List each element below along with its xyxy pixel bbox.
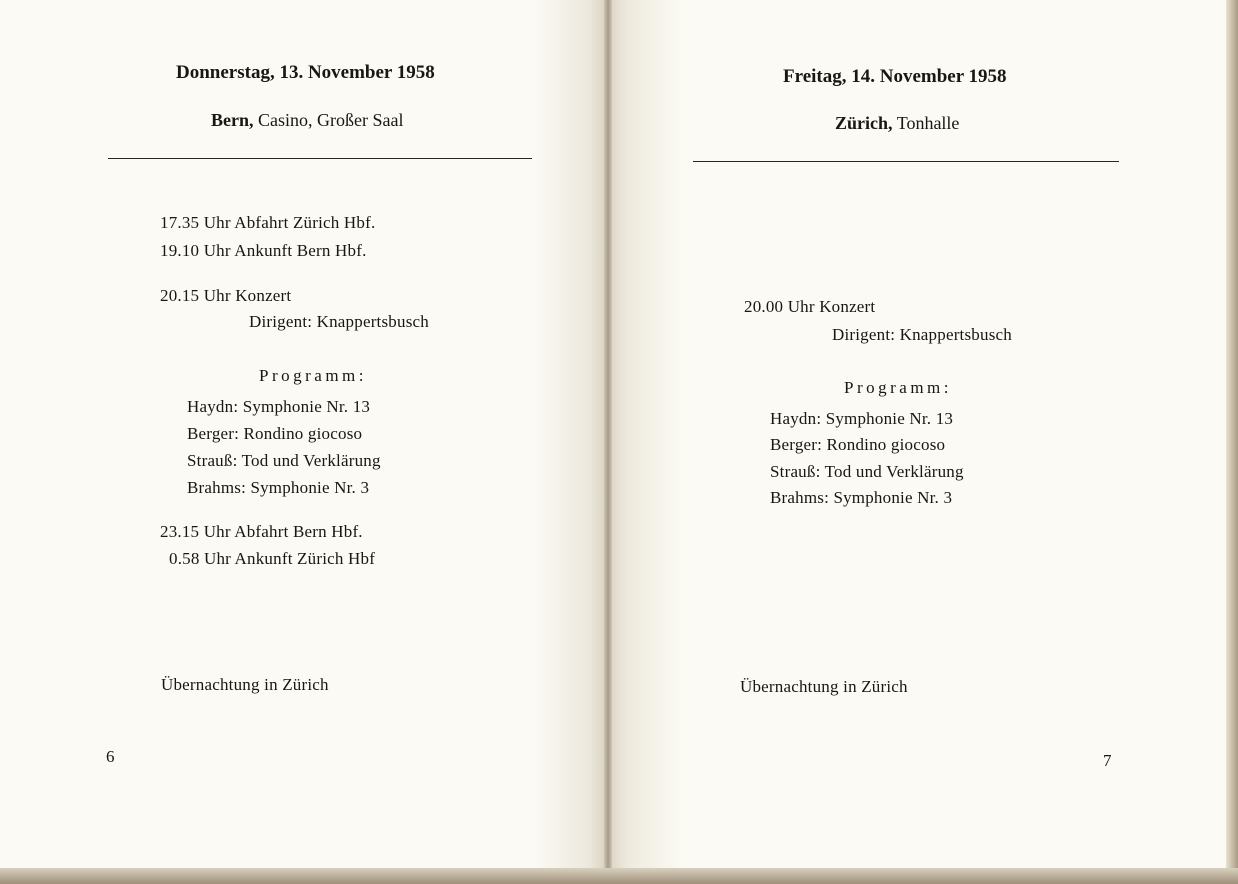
left-program-item-2: Berger: Rondino giocoso bbox=[187, 424, 363, 443]
left-page-number: 6 bbox=[106, 747, 115, 766]
left-return-1: 23.15 Uhr Abfahrt Bern Hbf. bbox=[160, 522, 363, 541]
left-date-heading: Donnerstag, 13. November 1958 bbox=[176, 62, 435, 83]
left-program-item-3: Strauß: Tod und Verklärung bbox=[187, 451, 381, 470]
right-program-title: Programm: bbox=[844, 378, 952, 397]
left-venue: Casino, Großer Saal bbox=[258, 110, 404, 130]
left-return-2: 0.58 Uhr Ankunft Zürich Hbf bbox=[169, 549, 376, 568]
left-program-title: Programm: bbox=[259, 366, 367, 385]
right-program-item-3: Strauß: Tod und Verklärung bbox=[770, 462, 964, 481]
right-program-item-1: Haydn: Symphonie Nr. 13 bbox=[770, 409, 954, 428]
right-venue-line bbox=[835, 113, 959, 134]
right-city: Zürich, bbox=[835, 113, 893, 133]
right-date-heading: Freitag, 14. November 1958 bbox=[783, 66, 1007, 87]
left-divider bbox=[108, 158, 532, 159]
left-page bbox=[0, 0, 607, 870]
right-conductor: Dirigent: Knappertsbusch bbox=[832, 325, 1012, 344]
book-gutter bbox=[604, 0, 612, 884]
right-schedule-1: 20.00 Uhr Konzert bbox=[744, 297, 876, 316]
left-city: Bern, bbox=[211, 110, 254, 130]
right-program-item-2: Berger: Rondino giocoso bbox=[770, 435, 946, 454]
right-page bbox=[609, 0, 1226, 870]
right-program-item-4: Brahms: Symphonie Nr. 3 bbox=[770, 488, 953, 507]
left-conductor: Dirigent: Knappertsbusch bbox=[249, 312, 429, 331]
page-stack-edge bbox=[1226, 0, 1238, 884]
right-divider bbox=[693, 161, 1119, 162]
left-venue-line bbox=[211, 110, 403, 131]
right-page-number: 7 bbox=[1103, 751, 1112, 770]
left-schedule-1: 17.35 Uhr Abfahrt Zürich Hbf. bbox=[160, 213, 376, 232]
left-schedule-3: 20.15 Uhr Konzert bbox=[160, 286, 292, 305]
left-program-item-1: Haydn: Symphonie Nr. 13 bbox=[187, 397, 371, 416]
book-bottom-edge bbox=[0, 868, 1238, 884]
right-venue: Tonhalle bbox=[896, 113, 960, 133]
right-overnight: Übernachtung in Zürich bbox=[740, 677, 908, 696]
left-overnight: Übernachtung in Zürich bbox=[161, 675, 329, 694]
left-schedule-2: 19.10 Uhr Ankunft Bern Hbf. bbox=[160, 241, 367, 260]
left-program-item-4: Brahms: Symphonie Nr. 3 bbox=[187, 478, 370, 497]
